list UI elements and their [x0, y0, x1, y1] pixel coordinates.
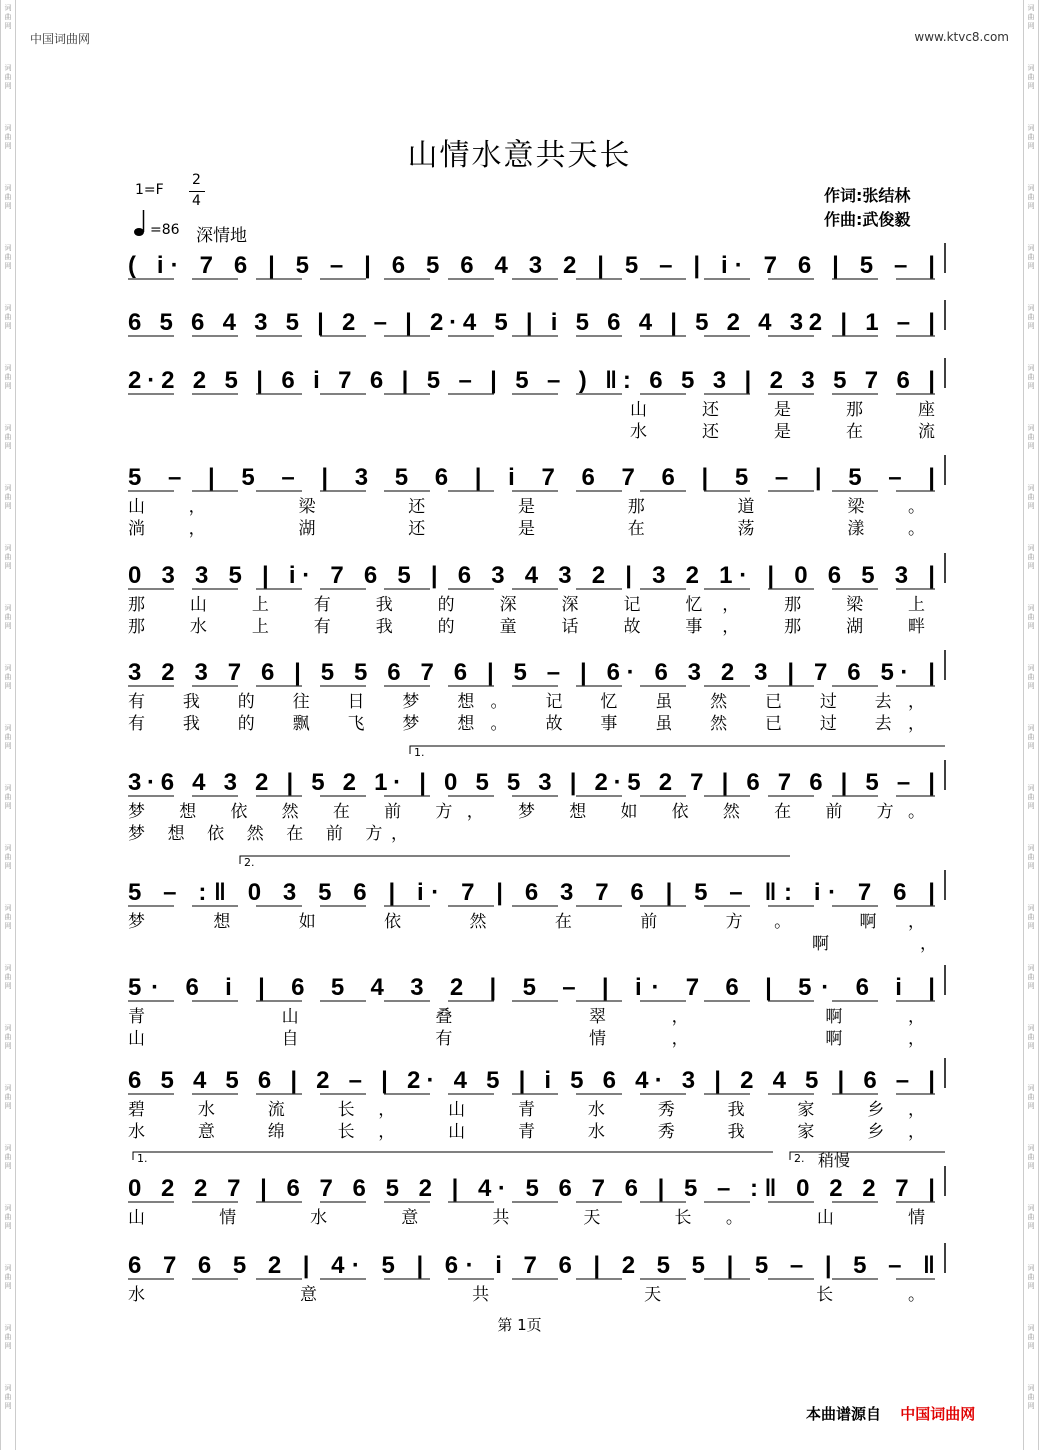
lyric-verse-2: 水 还 是 在 流: [630, 422, 935, 442]
site-url-right: www.ktvc8.com: [914, 30, 1009, 44]
score-row: [128, 1243, 945, 1305]
margin-watermark: 词 曲 网: [4, 904, 12, 930]
margin-watermark: 词 曲 网: [4, 1084, 12, 1110]
volta-bracket: [240, 856, 790, 864]
margin-watermark: 词 曲 网: [1027, 724, 1035, 750]
margin-watermark: 词 曲 网: [1027, 784, 1035, 810]
margin-watermark: 词 曲 网: [4, 1204, 12, 1230]
lyric-verse-1: 碧 水 流 长， 山 青 水 秀 我 家 乡，: [128, 1100, 925, 1120]
lyric-verse-1: 那 山 上 有 我 的 深 深 记 忆， 那 梁 上: [128, 595, 926, 615]
volta-number: 1.: [414, 746, 425, 759]
margin-watermark: 词 曲 网: [1027, 124, 1035, 150]
margin-watermark: 词 曲 网: [1027, 364, 1035, 390]
margin-watermark: 词 曲 网: [1027, 604, 1035, 630]
score-row: [128, 553, 945, 637]
margin-watermark: 词 曲 网: [1027, 1024, 1035, 1050]
margin-watermark: 词 曲 网: [4, 1144, 12, 1170]
margin-watermark: 词 曲 网: [4, 1324, 12, 1350]
notation-line: 0 2 2 7 | 6 7 6 5 2 | 4· 5 6 7 6 | 5 – :‖ 0 2 2 7 |: [128, 1175, 936, 1202]
margin-watermark: 词 曲 网: [1027, 184, 1035, 210]
margin-watermark: 词 曲 网: [4, 1264, 12, 1290]
notation-line: 6 5 6 4 3 5 | 2 – | 2·4 5 | i 5 6 4 | 5 2 4 32 | 1 – |: [128, 309, 935, 336]
margin-watermark: 词 曲 网: [1027, 64, 1035, 90]
notation-line: 5 – :‖ 0 3 5 6 | i· 7 | 6 3 7 6 | 5 – ‖: i· 7 6 |: [128, 879, 935, 906]
margin-watermark: 词 曲 网: [1027, 964, 1035, 990]
page-number: 第 1页: [497, 1316, 542, 1334]
margin-watermark: 词 曲 网: [4, 724, 12, 750]
lyric-verse-2: 梦 想 依 然 在 前 方，: [128, 824, 408, 844]
margin-watermark: 词 曲 网: [1027, 1324, 1035, 1350]
lyric-verse-1: 青 山 叠 翠， 啊，: [128, 1007, 926, 1027]
margin-watermark: 词 曲 网: [1027, 1384, 1035, 1410]
notation-line: 3·6 4 3 2 | 5 2 1· | 0 5 5 3 | 2·5 2 7 | 6 7 6 | 5 – |: [128, 769, 935, 796]
song-title: 山情水意共天长: [407, 138, 632, 173]
lyric-verse-1: 梦 想 如 依 然 在 前 方。 啊，: [128, 912, 925, 932]
score-row: [128, 965, 945, 1049]
notation-line: 6 5 4 5 6 | 2 – | 2· 4 5 | i 5 6 4· 3 | 2 4 5 | 6 – |: [128, 1067, 936, 1094]
notation-line: 0 3 3 5 | i· 7 6 5 | 6 3 4 3 2 | 3 2 1· | 0 6 5 3 |: [128, 562, 935, 589]
notation-line: ( i· 7 6 | 5 – | 6 5 6 4 3 2 | 5 – | i· 7 6 | 5 – |: [128, 252, 935, 279]
time-signature-bottom: 4: [192, 193, 201, 209]
margin-watermark: 词 曲 网: [4, 844, 12, 870]
footer-source-label: 本曲谱源自: [806, 1405, 882, 1423]
margin-watermark: 词 曲 网: [1027, 904, 1035, 930]
margin-watermark: 词 曲 网: [4, 964, 12, 990]
tempo-value: =86: [150, 222, 180, 238]
margin-watermark: 词 曲 网: [1027, 304, 1035, 330]
notation-line: 3 2 3 7 6 | 5 5 6 7 6 | 5 – | 6· 6 3 2 3 | 7 6 5· |: [128, 659, 935, 686]
margin-watermark: 词 曲 网: [4, 664, 12, 690]
lyric-verse-1: 山 情 水 意 共 天 长。 山 情: [128, 1208, 925, 1228]
tempo-slow-mark: 稍慢: [818, 1151, 851, 1170]
lyric-verse-2: 啊，: [812, 934, 937, 954]
margin-watermark: 词 曲 网: [1027, 1264, 1035, 1290]
volta-number: 1.: [137, 1152, 148, 1165]
margin-watermark: 词 曲 网: [4, 184, 12, 210]
footer-source: [806, 1403, 975, 1424]
lyric-verse-2: 水 意 绵 长， 山 青 水 秀 我 家 乡，: [128, 1122, 925, 1142]
score-row: [128, 300, 945, 336]
margin-watermark: 词 曲 网: [1027, 664, 1035, 690]
margin-watermark: 词 曲 网: [4, 424, 12, 450]
margin-watermark: 词 曲 网: [4, 304, 12, 330]
lyric-verse-2: 山 自 有 情， 啊，: [128, 1029, 926, 1049]
score-row: [128, 650, 945, 734]
margin-watermark: 词 曲 网: [4, 4, 12, 30]
lyric-verse-1: 山 还 是 那 座: [630, 400, 935, 420]
time-signature-top: 2: [192, 172, 201, 188]
lyric-verse-2: 淌， 湖 还 是 在 荡 漾。: [128, 519, 926, 539]
notation-line: 6 7 6 5 2 | 4· 5 | 6· i 7 6 | 2 5 5 | 5 – | 5 – ‖: [128, 1252, 935, 1279]
score-row: [128, 856, 945, 954]
score-row: [128, 358, 945, 442]
composer-credit: 作曲:武俊毅: [824, 210, 911, 229]
margin-watermark: 词 曲 网: [4, 604, 12, 630]
score-row: [128, 243, 945, 279]
margin-watermark: 词 曲 网: [1027, 424, 1035, 450]
footer-source-site[interactable]: 中国词曲网: [900, 1405, 976, 1423]
lyric-verse-1: 有 我 的 往 日 梦 想。 记 忆 虽 然 已 过 去，: [128, 692, 926, 712]
score-row: [128, 746, 945, 844]
expression-mark: 深情地: [196, 226, 247, 246]
margin-watermark: 词 曲 网: [1027, 544, 1035, 570]
volta-bracket: [410, 746, 945, 754]
lyric-verse-2: 那 水 上 有 我 的 童 话 故 事， 那 湖 畔: [128, 617, 926, 637]
lyricist-credit: 作词:张结林: [824, 186, 911, 205]
volta-number-2: 2.: [794, 1152, 805, 1165]
volta-bracket-2: [790, 1152, 945, 1160]
key-signature: 1=F: [135, 182, 164, 198]
margin-watermark: 词 曲 网: [1027, 244, 1035, 270]
margin-watermark: 词 曲 网: [4, 544, 12, 570]
margin-watermark: 词 曲 网: [4, 64, 12, 90]
lyric-verse-2: 有 我 的 飘 飞 梦 想。 故 事 虽 然 已 过 去，: [128, 714, 926, 734]
margin-watermark: 词 曲 网: [1027, 1084, 1035, 1110]
margin-watermark: 词 曲 网: [1027, 1204, 1035, 1230]
score-row: [128, 1151, 945, 1228]
margin-watermark: 词 曲 网: [1027, 1144, 1035, 1170]
margin-watermark: 词 曲 网: [1027, 4, 1035, 30]
lyric-verse-1: 山， 梁 还 是 那 道 梁。: [128, 497, 926, 517]
lyric-verse-1: 梦 想 依 然 在 前 方， 梦 想 如 依 然 在 前 方。: [128, 802, 926, 822]
lyric-verse-1: 水 意 共 天 长。: [128, 1285, 926, 1305]
margin-watermark: 词 曲 网: [4, 124, 12, 150]
notation-line: 5 – | 5 – | 3 5 6 | i 7 6 7 6 | 5 – | 5 – |: [128, 464, 935, 491]
volta-bracket: [133, 1152, 773, 1160]
margin-watermark: 词 曲 网: [4, 484, 12, 510]
margin-watermark: 词 曲 网: [1027, 484, 1035, 510]
margin-watermark: 词 曲 网: [4, 1384, 12, 1410]
site-name-left: 中国词曲网: [30, 32, 91, 46]
margin-watermark: 词 曲 网: [4, 1024, 12, 1050]
margin-watermark: 词 曲 网: [4, 244, 12, 270]
margin-watermark: 词 曲 网: [4, 784, 12, 810]
margin-watermark: 词 曲 网: [1027, 844, 1035, 870]
score-row: [128, 1058, 945, 1142]
volta-number: 2.: [244, 856, 255, 869]
margin-watermark: 词 曲 网: [4, 364, 12, 390]
notation-line: 2·2 2 5 | 6 i 7 6 | 5 – | 5 – ) ‖: 6 5 3 | 2 3 5 7 6 |: [128, 367, 935, 394]
notation-line: 5· 6 i | 6 5 4 3 2 | 5 – | i· 7 6 | 5· 6 i |: [128, 974, 935, 1001]
score-row: [128, 455, 945, 539]
